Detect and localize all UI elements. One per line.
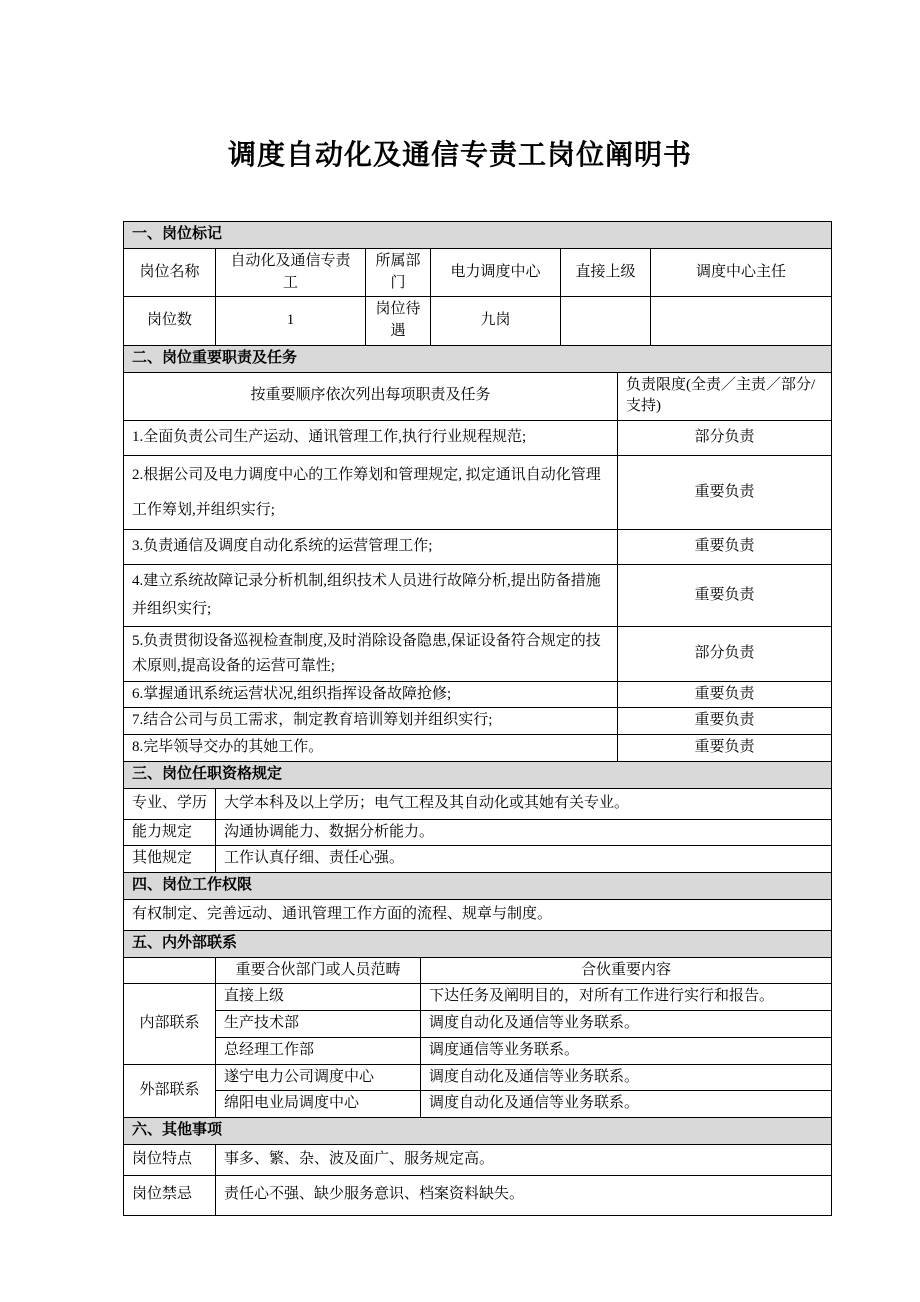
qualification-value: 沟通协调能力、数据分析能力。	[216, 819, 832, 846]
contact-content: 调度自动化及通信等业务联系。	[421, 1091, 832, 1118]
authority-content: 有权制定、完善远动、通讯管理工作方面的流程、规章与制度。	[124, 899, 832, 930]
duty-row	[124, 735, 832, 762]
qualification-value: 工作认真仔细、责任心强。	[216, 846, 832, 873]
duty-row	[124, 681, 832, 708]
qualification-row	[124, 819, 832, 846]
contact-party: 生产技术部	[216, 1011, 421, 1038]
other-item-value: 事多、繁、杂、波及面广、服务规定高。	[216, 1144, 832, 1175]
contact-row	[124, 984, 832, 1011]
contact-content: 下达任务及阐明目的，对所有工作进行实行和报告。	[421, 984, 832, 1011]
contact-content: 调度自动化及通信等业务联系。	[421, 1011, 832, 1038]
contact-party: 遂宁电力公司调度中心	[216, 1064, 421, 1091]
duties-column-header: 按重要顺序依次列出每项职责及任务	[124, 372, 618, 421]
other-item-row	[124, 1175, 832, 1215]
duty-level: 部分负责	[618, 421, 832, 456]
section5-header: 五、内外部联系	[124, 930, 832, 957]
duty-level: 重要负责	[618, 565, 832, 627]
duty-text: 6.掌握通讯系统运营状况,组织指挥设备故障抢修;	[124, 681, 618, 708]
duty-text: 4.建立系统故障记录分析机制,组织技术人员进行故障分析,提出防备措施并组织实行;	[124, 565, 618, 627]
label-position-grade: 岗位待遇	[366, 297, 431, 346]
contact-row	[124, 1091, 832, 1118]
value-position-name: 自动化及通信专责工	[216, 248, 366, 297]
qualification-row	[124, 788, 832, 819]
duty-level: 部分负责	[618, 627, 832, 682]
qualification-row	[124, 846, 832, 873]
duty-text: 8.完毕领导交办的其她工作。	[124, 735, 618, 762]
empty-cell	[124, 957, 216, 984]
duty-row	[124, 456, 832, 530]
qualification-label: 其他规定	[124, 846, 216, 873]
value-position-grade: 九岗	[431, 297, 561, 346]
label-position-count: 岗位数	[124, 297, 216, 346]
qualification-value: 大学本科及以上学历；电气工程及其自动化或其她有关专业。	[216, 788, 832, 819]
value-supervisor: 调度中心主任	[651, 248, 832, 297]
duty-text: 5.负责贯彻设备巡视检查制度,及时消除设备隐患,保证设备符合规定的技术原则,提高设备的运营可靠性;	[124, 627, 618, 682]
duty-row	[124, 530, 832, 565]
section4-header: 四、岗位工作权限	[124, 873, 832, 900]
label-position-name: 岗位名称	[124, 248, 216, 297]
duty-level: 重要负责	[618, 735, 832, 762]
qualification-label: 专业、学历	[124, 788, 216, 819]
duty-text: 2.根据公司及电力调度中心的工作筹划和管理规定, 拟定通讯自动化管理工作筹划,并组织实行;	[124, 456, 618, 530]
qualification-label: 能力规定	[124, 819, 216, 846]
contact-party: 绵阳电业局调度中心	[216, 1091, 421, 1118]
contact-content-column-header: 合伙重要内容	[421, 957, 832, 984]
label-department: 所属部门	[366, 248, 431, 297]
other-items-table	[123, 1117, 832, 1216]
duty-level: 重要负责	[618, 681, 832, 708]
duties-table	[123, 345, 832, 762]
contact-row	[124, 1011, 832, 1038]
level-column-header: 负责限度(全责／主责／部分/支持)	[618, 372, 832, 421]
duty-level: 重要负责	[618, 708, 832, 735]
section3-header: 三、岗位任职资格规定	[124, 761, 832, 788]
duty-row	[124, 627, 832, 682]
section1-header: 一、岗位标记	[124, 222, 832, 249]
internal-contact-label: 内部联系	[124, 984, 216, 1064]
contact-row	[124, 1064, 832, 1091]
empty-cell	[561, 297, 651, 346]
other-item-label: 岗位禁忌	[124, 1175, 216, 1215]
contact-party-column-header: 重要合伙部门或人员范畴	[216, 957, 421, 984]
duty-text: 3.负责通信及调度自动化系统的运营管理工作;	[124, 530, 618, 565]
other-item-row	[124, 1144, 832, 1175]
empty-cell	[651, 297, 832, 346]
duty-row	[124, 708, 832, 735]
contact-row	[124, 1037, 832, 1064]
contact-party: 总经理工作部	[216, 1037, 421, 1064]
value-position-count: 1	[216, 297, 366, 346]
contact-party: 直接上级	[216, 984, 421, 1011]
value-department: 电力调度中心	[431, 248, 561, 297]
external-contact-label: 外部联系	[124, 1064, 216, 1118]
position-id-table	[123, 221, 832, 346]
section6-header: 六、其他事项	[124, 1118, 832, 1145]
other-item-value: 责任心不强、缺少服务意识、档案资料缺失。	[216, 1175, 832, 1215]
label-supervisor: 直接上级	[561, 248, 651, 297]
duty-row	[124, 421, 832, 456]
contact-content: 调度通信等业务联系。	[421, 1037, 832, 1064]
contacts-table	[123, 930, 832, 1118]
document-title: 调度自动化及通信专责工岗位阐明书	[227, 140, 692, 171]
duty-text: 1.全面负责公司生产运动、通讯管理工作,执行行业规程规范;	[124, 421, 618, 456]
authority-table	[123, 872, 832, 931]
duty-text: 7.结合公司与员工需求，制定教育培训筹划并组织实行;	[124, 708, 618, 735]
qualifications-table	[123, 761, 832, 873]
duty-level: 重要负责	[618, 530, 832, 565]
duty-row	[124, 565, 832, 627]
duty-level: 重要负责	[618, 456, 832, 530]
contact-content: 调度自动化及通信等业务联系。	[421, 1064, 832, 1091]
other-item-label: 岗位特点	[124, 1144, 216, 1175]
section2-header: 二、岗位重要职责及任务	[124, 345, 832, 372]
